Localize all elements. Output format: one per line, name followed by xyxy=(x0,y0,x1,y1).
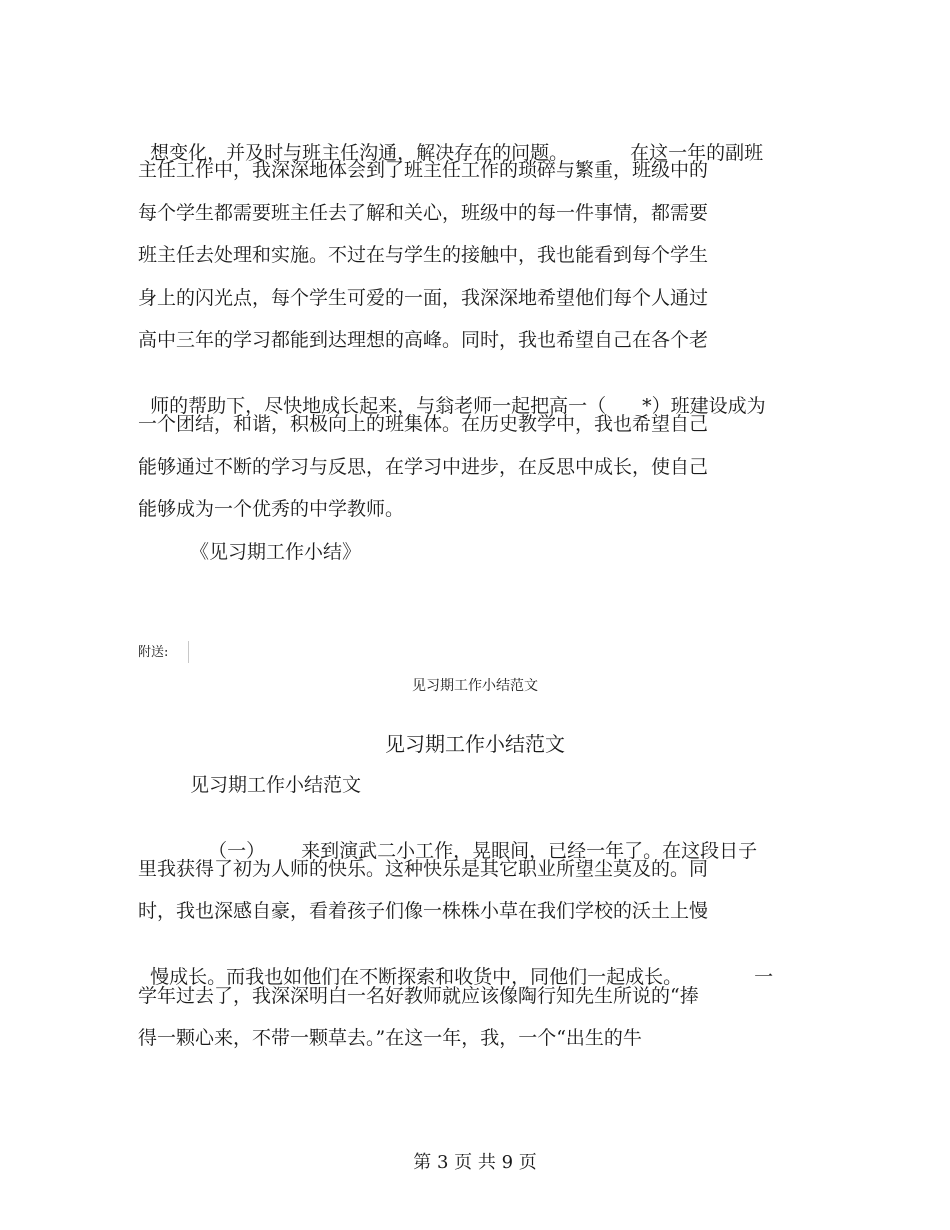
body-line-9: 能够通过不断的学习与反思，在学习中进步，在反思中成长，使自己 xyxy=(138,456,709,478)
small-heading: 见习期工作小结范文 xyxy=(412,678,538,694)
main-heading: 见习期工作小结范文 xyxy=(385,732,565,756)
quote-title: 《见习期工作小结》 xyxy=(190,541,362,563)
body-line-1-continued: 在这一年的副班 xyxy=(630,142,764,164)
section-line-1-text: 来到演武二小工作，晃眼间，已经一年了。在这段日子 xyxy=(301,840,758,862)
footer-suffix: 页 xyxy=(518,1152,537,1173)
body-line-1-text: 想变化，并及时与班主任沟通，解决存在的问题。 xyxy=(150,142,569,164)
section-line-5: 学年过去了，我深深明白一名好教师就应该像陶行知先生所说的“捧 xyxy=(138,985,699,1007)
section-marker: （一） xyxy=(208,840,266,862)
body-line-7-text: 师的帮助下，尽快地成长起来，与翁老师一起把高一（ xyxy=(150,395,607,417)
sub-heading: 见习期工作小结范文 xyxy=(190,774,362,796)
body-line-2: 主任工作中，我深深地体会到了班主任工作的琐碎与繁重，班级中的 xyxy=(138,159,709,181)
page-footer xyxy=(0,1151,950,1175)
footer-current-page: 3 xyxy=(436,1152,449,1173)
section-line-4-continued: 一 xyxy=(754,966,774,988)
body-line-5: 身上的闪光点，每个学生可爱的一面，我深深地希望他们每个人通过 xyxy=(138,287,709,309)
section-line-3: 时，我也深感自豪，看着孩子们像一株株小草在我们学校的沃土上慢 xyxy=(138,900,709,922)
attachment-divider xyxy=(188,641,189,663)
body-line-8: 一个团结，和谐，积极向上的班集体。在历史教学中，我也希望自己 xyxy=(138,413,709,435)
section-line-6: 得一颗心来，不带一颗草去。”在这一年，我，一个“出生的牛 xyxy=(138,1027,642,1049)
section-line-2: 里我获得了初为人师的快乐。这种快乐是其它职业所望尘莫及的。同 xyxy=(138,858,709,880)
footer-total-pages: 9 xyxy=(501,1152,514,1173)
footer-middle: 页 共 xyxy=(454,1152,496,1173)
body-line-10: 能够成为一个优秀的中学教师。 xyxy=(138,498,405,520)
body-line-3: 每个学生都需要班主任去了解和关心，班级中的每一件事情，都需要 xyxy=(138,202,709,224)
body-line-7 xyxy=(138,370,766,418)
section-line-4 xyxy=(138,941,773,989)
section-line-1 xyxy=(196,815,757,863)
attachment-label: 附送: xyxy=(138,645,169,660)
section-line-4-text: 慢成长。而我也如他们在不断探索和收货中，同他们一起成长。 xyxy=(150,966,683,988)
body-line-6: 高中三年的学习都能到达理想的高峰。同时，我也希望自己在各个老 xyxy=(138,329,709,351)
body-line-7-continued: *）班建设成为 xyxy=(642,395,766,417)
body-line-4: 班主任去处理和实施。不过在与学生的接触中，我也能看到每个学生 xyxy=(138,244,709,266)
footer-prefix: 第 xyxy=(413,1152,432,1173)
